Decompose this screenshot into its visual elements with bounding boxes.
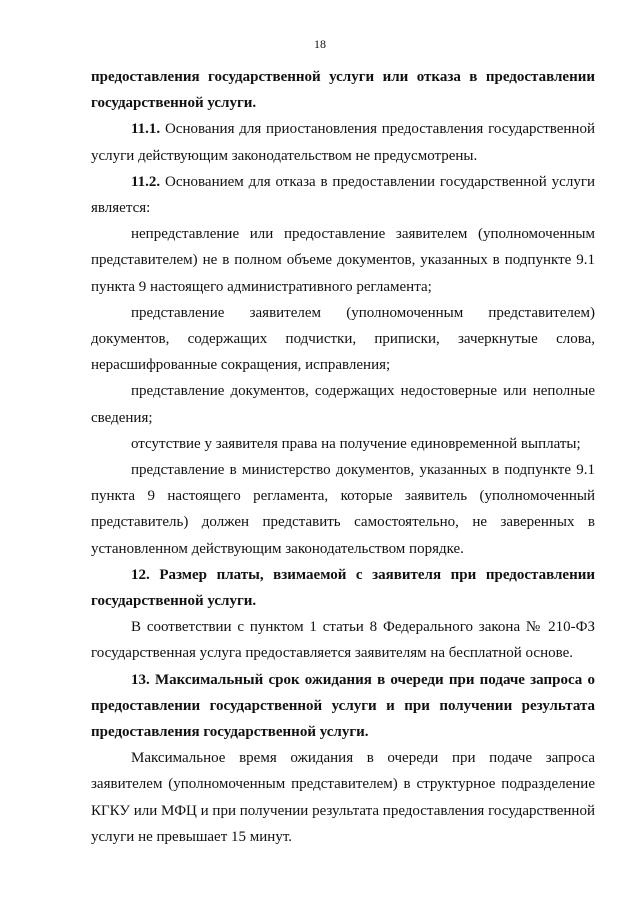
paragraph-text: Основания для приостановления предоставления государственной услуги действующим законодательством не предусмотрены. bbox=[91, 121, 595, 164]
clause-number: 11.2. bbox=[131, 173, 161, 190]
section-heading-12: 12. Размер платы, взимаемой с заявителя при предоставлении государственной услуги. bbox=[91, 566, 595, 610]
paragraph-text: Основанием для отказа в предоставлении государственной услуги является: bbox=[91, 173, 595, 217]
paragraph-fee: В соответствии с пунктом 1 статьи 8 Федерального закона № 210-ФЗ государственная услуга предоставляется заявителям на бесплатной основе. bbox=[91, 619, 595, 662]
page-number: 18 bbox=[314, 37, 326, 51]
refusal-ground-5: представление в министерство документов, указанных в подпункте 9.1 пункта 9 настоящего регламента, которые заявитель (уполномоченный представитель) должен представить самостоятельно, не заверенных в установленном действующим законодательством порядке. bbox=[91, 462, 595, 557]
refusal-ground-4: отсутствие у заявителя права на получение единовременной выплаты; bbox=[131, 435, 581, 452]
clause-number: 11.1. bbox=[131, 121, 161, 138]
refusal-ground-3: представление документов, содержащих недостоверные или неполные сведения; bbox=[91, 383, 595, 426]
paragraph-11-2 bbox=[91, 169, 595, 221]
section-heading-continued: предоставления государственной услуги или отказа в предоставлении государственной услуги. bbox=[91, 69, 595, 112]
paragraph-waiting-time: Максимальное время ожидания в очереди при подаче запроса заявителем (уполномоченным представителем) в структурное подразделение КГКУ или МФЦ и при получении результата предоставления государственной услуги не превышает 15 минут. bbox=[91, 750, 595, 845]
paragraph-11-1 bbox=[91, 116, 595, 168]
refusal-ground-2: представление заявителем (уполномоченным представителем) документов, содержащих подчистки, приписки, зачеркнутые слова, нерасшифрованные сокращения, исправления; bbox=[91, 304, 595, 374]
refusal-ground-1: непредставление или предоставление заявителем (уполномоченным представителем) не в полном объеме документов, указанных в подпункте 9.1 пункта 9 настоящего административного регламента; bbox=[91, 226, 595, 295]
section-heading-13: 13. Максимальный срок ожидания в очереди при подаче запроса о предоставлении государственной услуги и при получении результата предоставления государственной услуги. bbox=[91, 671, 595, 741]
document-body bbox=[91, 64, 595, 850]
